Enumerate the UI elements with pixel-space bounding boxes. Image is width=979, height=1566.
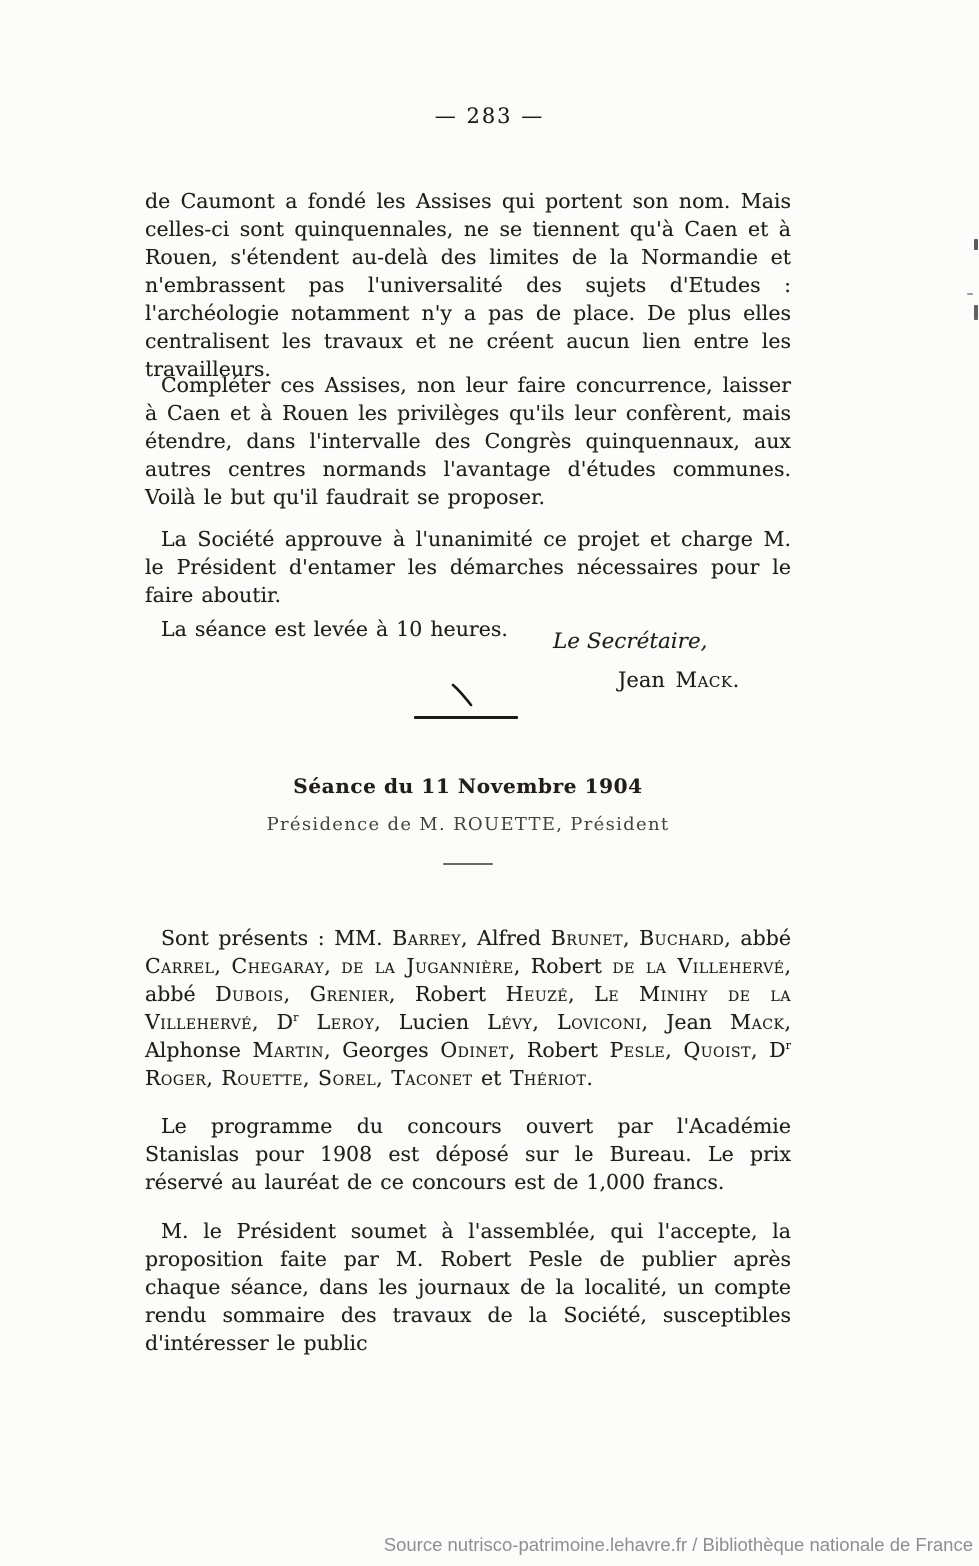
session-presidence: Présidence de M. ROUETTE, Président — [266, 814, 670, 835]
para-societe-approuve: La Société approuve à l'unanimité ce projet et charge M. le Président d'entamer les démarches nécessaires pour le faire aboutir. — [145, 526, 791, 607]
secretary-signature: Jean Mack. — [618, 668, 740, 692]
scan-speck — [967, 293, 973, 295]
para-programme-concours: Le programme du concours ouvert par l'Académie Stanislas pour 1908 est déposé sur le Bureau. Le prix réservé au lauréat de ce concours est de 1,000 francs. — [145, 1113, 791, 1194]
scan-speck — [974, 305, 978, 320]
secretary-title: Le Secrétaire, — [553, 629, 708, 654]
ink-stroke-mark — [450, 682, 478, 710]
para-attendees: Sont présents : MM. Barrey, Alfred Brunet, Buchard, abbé Carrel, Chegaray, de la Jugannière, Robert de la Villehervé, abbé Dubois, Grenier, Robert Heuzé, Le Minihy de la Villehervé, $D^r$ Leroy, Lucien Lévy, Loviconi, Jean Mack, Alphonse Martin, Georges Odinet, Robert Pesle, Quoist, $D^r$ Roger, Rouette, Sorel, Taconet et Thériot. — [145, 925, 791, 1090]
para-seance-levee: La séance est levée à 10 heures. — [161, 616, 508, 641]
session-heading: Séance du 11 Novembre 1904 — [293, 774, 643, 798]
para-completer-assises: Compléter ces Assises, non leur faire concurrence, laisser à Caen et à Rouen les privilèges qu'ils leur confèrent, mais étendre, dans l'intervalle des Congrès quinquennaux, aux autres centres normands l'avantage d'études communes. Voilà le but qu'il faudrait se proposer. — [145, 372, 791, 509]
source-attribution-footer: Source nutrisco-patrimoine.lehavre.fr / Bibliothèque nationale de France — [383, 1534, 973, 1555]
section-divider — [443, 863, 493, 865]
para-proposition-pesle: M. le Président soumet à l'assemblée, qui l'accepte, la proposition faite par M. Robert Pesle de publier après chaque séance, dans les journaux de la localité, un compte rendu sommaire des travaux de la Société, susceptibles d'intéresser le public — [145, 1218, 791, 1355]
scan-speck — [974, 239, 978, 250]
page-number: — 283 — — [434, 104, 545, 128]
signature-divider — [414, 716, 518, 719]
para-assises-continuation: de Caumont a fondé les Assises qui portent son nom. Mais celles-ci sont quinquennales, ne se tiennent qu'à Caen et à Rouen, s'étendent au-delà des limites de la Normandie et n'embrassent pas l'universalité des sujets d'Etudes : l'archéologie notamment n'y a pas de place. De plus elles centralisent les travaux et ne créent aucun lien entre les travailleurs. — [145, 188, 791, 381]
